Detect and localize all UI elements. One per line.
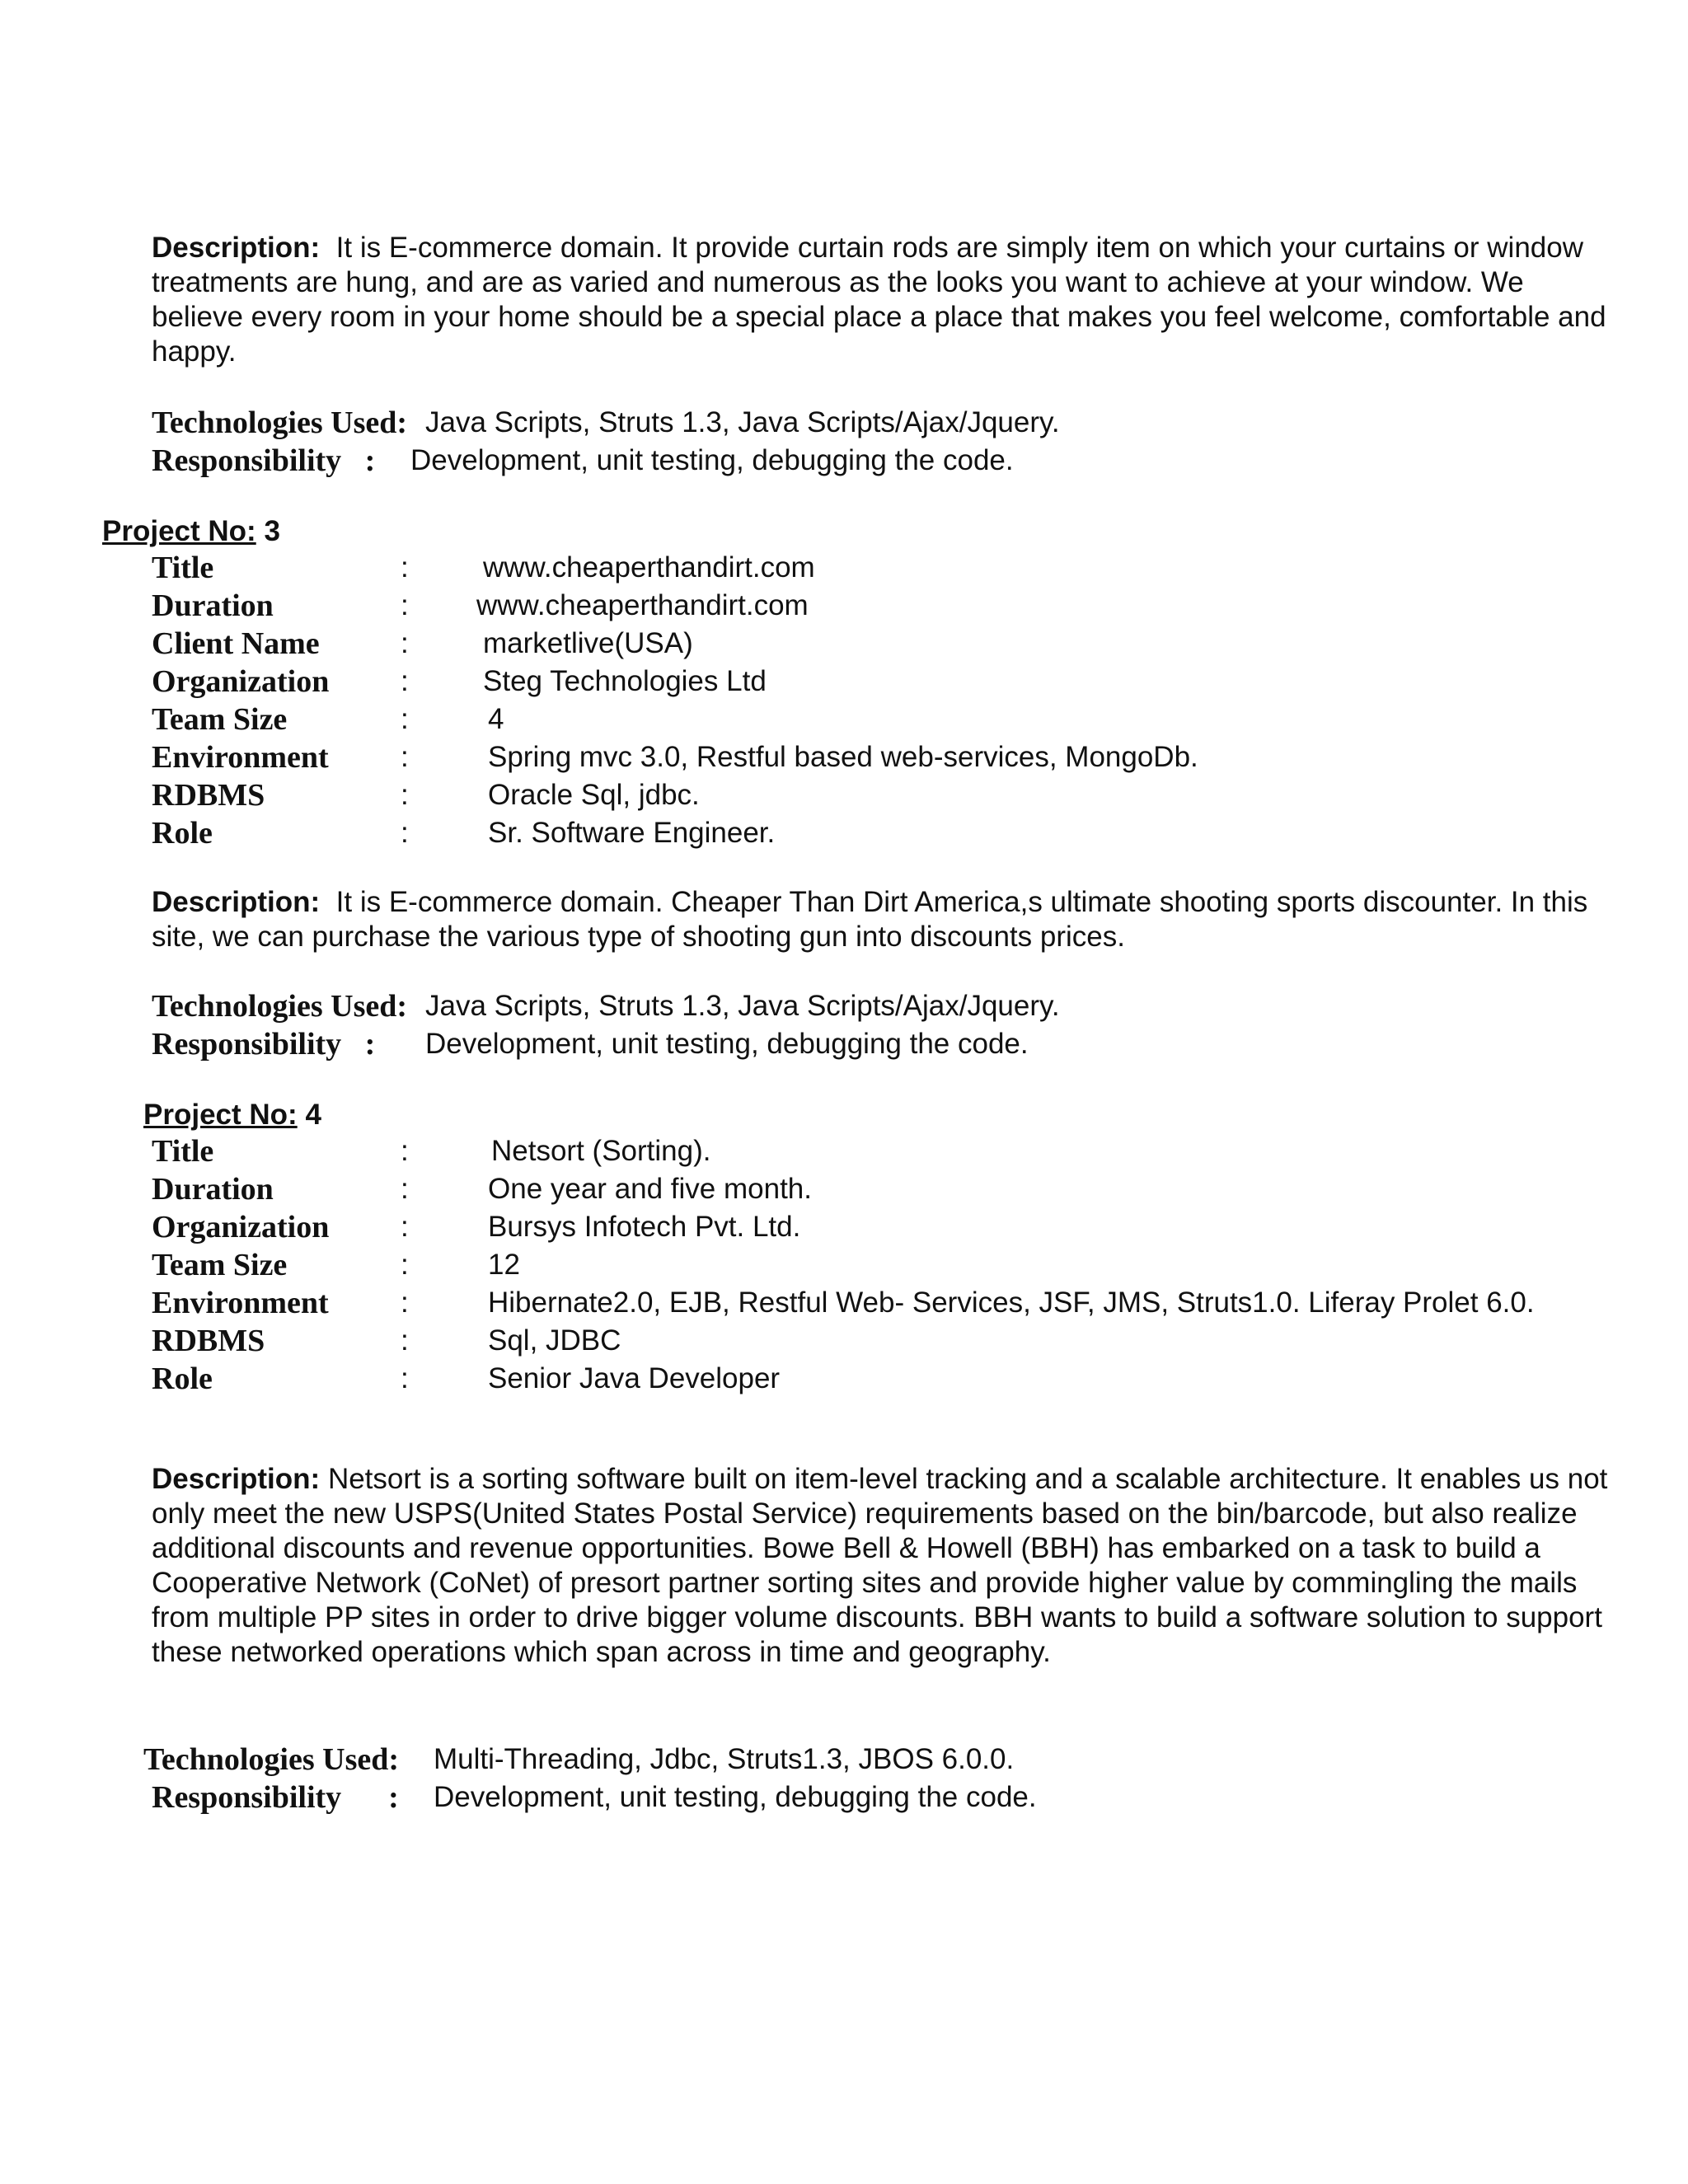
field-colon: : (401, 627, 409, 659)
field-colon: : (401, 1249, 409, 1281)
field-row (152, 1322, 1635, 1360)
field-row (152, 549, 1635, 587)
responsibility-value: Development, unit testing, debugging the code. (410, 444, 1014, 476)
responsibility-label: Responsibility : (152, 1780, 399, 1815)
field-label: Environment (152, 740, 329, 775)
field-label: Organization (152, 1210, 330, 1244)
field-label: Duration (152, 588, 274, 623)
field-value: Hibernate2.0, EJB, Restful Web- Services, JSF, JMS, Struts1.0. Liferay Prolet 6.0. (488, 1286, 1535, 1319)
field-colon: : (401, 703, 409, 735)
field-value: Spring mvc 3.0, Restful based web-services, MongoDb. (488, 741, 1198, 773)
field-label: Role (152, 1361, 213, 1396)
field-row (152, 1208, 1635, 1246)
field-value: marketlive(USA) (483, 627, 693, 659)
field-row (152, 738, 1635, 776)
field-label: Client Name (152, 626, 320, 661)
field-colon: : (401, 1173, 409, 1205)
field-value: Steg Technologies Ltd (483, 665, 767, 697)
field-label: Team Size (152, 702, 288, 737)
field-value: Netsort (Sorting). (491, 1135, 711, 1167)
technologies-label: Technologies Used: (143, 1742, 400, 1777)
field-row (152, 1132, 1635, 1170)
field-row (152, 625, 1635, 663)
responsibility-value: Development, unit testing, debugging the code. (434, 1781, 1037, 1813)
field-row (152, 663, 1635, 701)
description-text: Netsort is a sorting software built on item-level tracking and a scalable architecture. It enables us not only meet the new USPS(United States Postal Service) requirements based on the bin/barcode, but also realize additional discounts and revenue opportunities. Bowe Bell & Howell (BBH) has embarked on a task to build a Cooperative Network (CoNet) of presort partner sorting sites and provide higher value by commingling the mails from multiple PP sites in order to drive bigger volume discounts. BBH wants to build a software solution to support these networked operations which span across in time and geography. (152, 1463, 1608, 1668)
field-colon: : (401, 1324, 409, 1357)
field-label: Title (152, 1134, 214, 1169)
field-colon: : (401, 589, 409, 621)
description-label: Description: (152, 886, 321, 918)
field-label: Duration (152, 1172, 274, 1207)
project-heading-3 (102, 514, 280, 549)
field-label: Team Size (152, 1248, 288, 1282)
field-label: Environment (152, 1286, 329, 1320)
field-label: RDBMS (152, 778, 265, 813)
field-row (152, 814, 1635, 852)
field-label: Role (152, 816, 213, 851)
field-value: Bursys Infotech Pvt. Ltd. (488, 1211, 801, 1243)
field-value: Oracle Sql, jdbc. (488, 779, 700, 811)
field-value: One year and five month. (488, 1173, 812, 1205)
field-value: 4 (488, 703, 504, 735)
field-colon: : (401, 817, 409, 849)
field-row (152, 587, 1635, 625)
field-row (152, 1246, 1635, 1284)
technologies-value: Multi-Threading, Jdbc, Struts1.3, JBOS 6.0.0. (434, 1743, 1015, 1775)
project-heading-number: 3 (264, 515, 280, 547)
project-heading-label: Project No: (143, 1099, 298, 1131)
field-label: RDBMS (152, 1324, 265, 1358)
technologies-label: Technologies Used: (152, 989, 408, 1024)
field-value: www.cheaperthandirt.com (476, 589, 809, 621)
field-value: 12 (488, 1249, 520, 1281)
field-colon: : (401, 779, 409, 811)
description-paragraph-3 (152, 885, 1619, 954)
field-colon: : (401, 1135, 409, 1167)
field-colon: : (401, 551, 409, 583)
project-heading-label: Project No: (102, 515, 256, 547)
field-row (152, 701, 1635, 738)
field-colon: : (401, 741, 409, 773)
technologies-label: Technologies Used: (152, 405, 408, 440)
project-heading-4 (143, 1098, 321, 1132)
field-colon: : (401, 1286, 409, 1319)
field-row (152, 1284, 1635, 1322)
description-paragraph-1 (152, 231, 1619, 369)
field-row (152, 1360, 1635, 1398)
description-text: It is E-commerce domain. Cheaper Than Dirt America,s ultimate shooting sports discounter. In this site, we can purchase the various type of shooting gun into discounts prices. (152, 886, 1588, 953)
field-colon: : (401, 1362, 409, 1394)
field-value: Sr. Software Engineer. (488, 817, 776, 849)
field-colon: : (401, 1211, 409, 1243)
description-label: Description: (152, 1463, 321, 1495)
field-row (152, 1170, 1635, 1208)
technologies-value: Java Scripts, Struts 1.3, Java Scripts/Ajax/Jquery. (425, 990, 1060, 1022)
field-colon: : (401, 665, 409, 697)
responsibility-label: Responsibility : (152, 443, 376, 478)
description-label: Description: (152, 232, 321, 264)
responsibility-label: Responsibility : (152, 1027, 376, 1062)
description-paragraph-4 (152, 1462, 1619, 1670)
field-value: Senior Java Developer (488, 1362, 781, 1394)
field-value: www.cheaperthandirt.com (483, 551, 815, 583)
field-label: Organization (152, 664, 330, 699)
field-row (152, 776, 1635, 814)
project-heading-number: 4 (305, 1099, 321, 1131)
field-label: Title (152, 551, 214, 585)
description-text: It is E-commerce domain. It provide curtain rods are simply item on which your curtains or window treatments are hung, and are as varied and numerous as the looks you want to achieve at your window. We believe every room in your home should be a special place a place that makes you feel welcome, comfortable and happy. (152, 232, 1606, 368)
responsibility-value: Development, unit testing, debugging the code. (425, 1028, 1029, 1060)
field-value: Sql, JDBC (488, 1324, 621, 1357)
technologies-value: Java Scripts, Struts 1.3, Java Scripts/Ajax/Jquery. (425, 406, 1060, 438)
